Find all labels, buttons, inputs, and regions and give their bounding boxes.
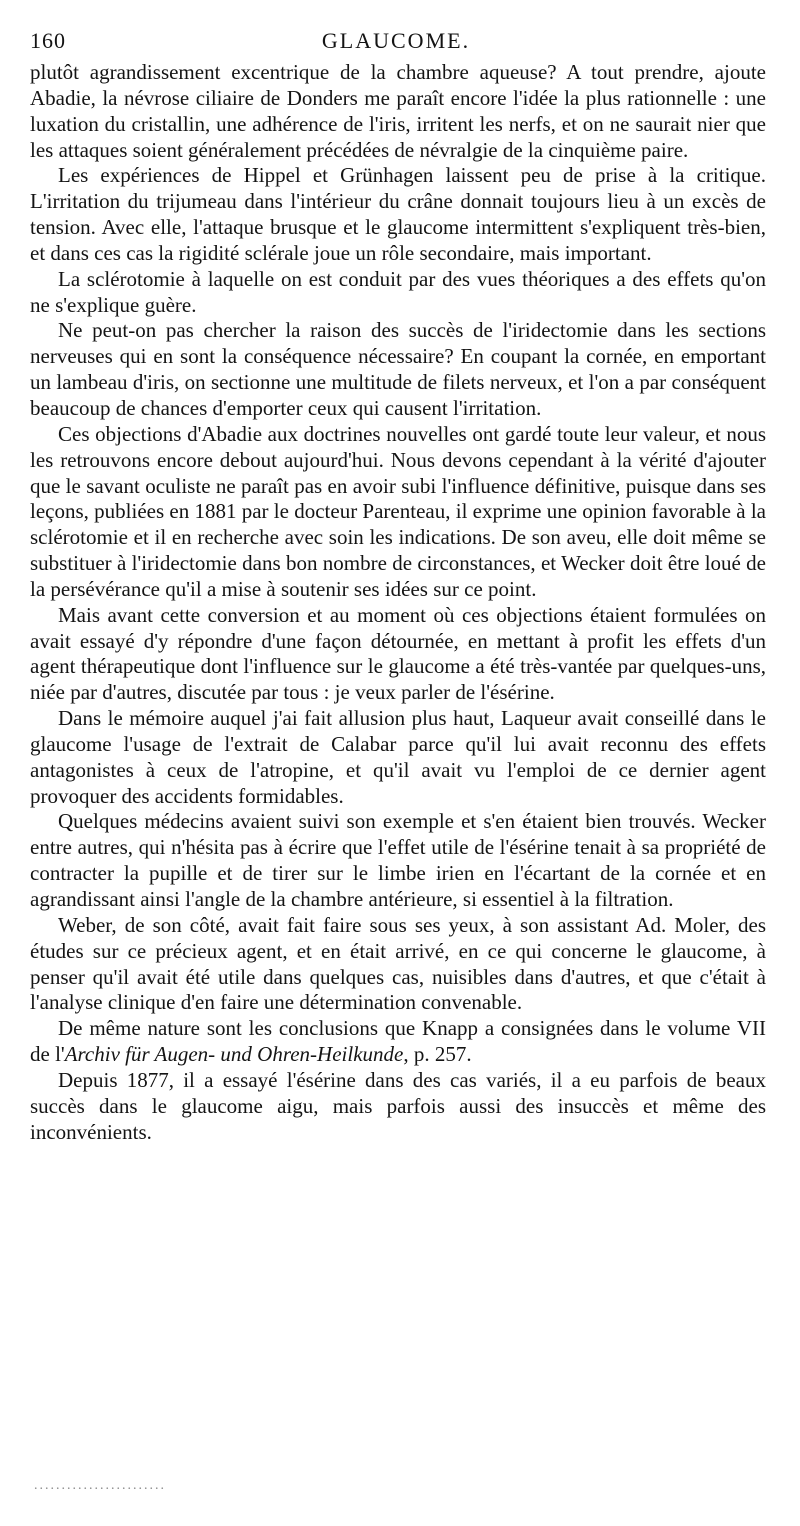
journal-title: Archiv für Augen- und Ohren-Heilkunde [64,1042,404,1067]
running-title: GLAUCOME. [321,28,471,53]
paragraph-3: La sclérotomie à laquelle on est conduit par des vues théoriques a des effets qu'on ne s'explique guère. [30,266,766,317]
paragraph-4: Ne peut-on pas chercher la raison des succès de l'iridectomie dans les sections nerveuses qui en sont la conséquence nécessaire? En coupant la cornée, en emportant un lambeau d'iris, on sectionne une multitude de filets nerveux, et l'on a par conséquent beaucoup de chances d'emporter ceux qui causent l'irritation. [30,318,766,420]
paragraph-8: Quelques médecins avaient suivi son exemple et s'en étaient bien trouvés. Wecker entre autres, qui n'hésita pas à écrire que l'effet utile de l'ésérine tenait à sa propriété de contracter la pupille et de tirer sur le limbe irien en l'écartant de la cornée et en agrandissant ainsi l'angle de la chambre antérieure, si essentiel à la filtration. [30,809,766,911]
page-header [30,28,762,58]
page-number: 160 [30,28,66,53]
paragraph-6: Mais avant cette conversion et au moment où ces objections étaient formulées on avait essayé d'y répondre d'une façon détournée, en mettant à profit les effets d'un agent thérapeutique dont l'influence sur le glaucome a été très-vantée par quelques-uns, niée par d'autres, discutée par tous : je veux parler de l'ésérine. [30,602,766,705]
paragraph-1: plutôt agrandissement excentrique de la chambre aqueuse? A tout prendre, ajoute Abadie, la névrose ciliaire de Donders me paraît encore l'idée la plus rationnelle : une luxation du cristallin, une adhérence de l'iris, irritent les nerfs, et on ne saurait nier que les attaques soient généralement précédées de névralgie de la cinquième paire. [30,60,766,162]
paragraph-10-text-after: , p. 257. [403,1042,472,1067]
body-text [30,60,766,1145]
paragraph-7: Dans le mémoire auquel j'ai fait allusion plus haut, Laqueur avait conseillé dans le glaucome l'usage de l'extrait de Calabar parce qu'il lui avait reconnu des effets antagonistes à ceux de l'atropine, et qu'il avait vu l'emploi de ce dernier agent provoquer des accidents formidables. [30,706,766,808]
paragraph-9: Weber, de son côté, avait fait faire sous ses yeux, à son assistant Ad. Moler, des études sur ce précieux agent, et en était arrivé, en ce qui concerne le glaucome, à penser qu'il avait été utile dans quelques cas, nuisibles dans d'autres, et que c'était à l'analyse clinique d'en faire une détermination convenable. [30,912,766,1015]
paragraph-2: Les expériences de Hippel et Grünhagen laissent peu de prise à la critique. L'irritation du trijumeau dans l'intérieur du crâne donnait toujours lieu à un excès de tension. Avec elle, l'attaque brusque et le glaucome intermittent s'expliquent très-bien, et dans ces cas la rigidité sclérale joue un rôle secondaire, mais important. [30,163,766,265]
paragraph-5: Ces objections d'Abadie aux doctrines nouvelles ont gardé toute leur valeur, et nous les retrouvons encore debout aujourd'hui. Nous devons cependant à la vérité d'ajouter que le savant oculiste ne paraît pas en avoir subi l'influence définitive, puisque dans ses leçons, publiées en 1881 par le docteur Parenteau, il exprime une opinion favorable à la sclérotomie et il en recherche avec soin les indications. De son aveu, elle doit même se substituer à l'iridectomie dans bon nombre de circonstances, et Wecker doit être loué de la persévérance qu'il a mise à soutenir ses idées sur ce point. [30,421,766,601]
paragraph-11: Depuis 1877, il a essayé l'ésérine dans des cas variés, il a eu parfois de beaux succès dans le glaucome aigu, mais parfois aussi des insuccès et même des inconvénients. [30,1067,766,1144]
footer-dots: ........................ [34,1478,166,1493]
paragraph-10 [30,1016,766,1068]
paragraph-10-text-before: De même nature sont les conclusions que Knapp a consignées dans le volume VII de l' [30,1016,766,1067]
